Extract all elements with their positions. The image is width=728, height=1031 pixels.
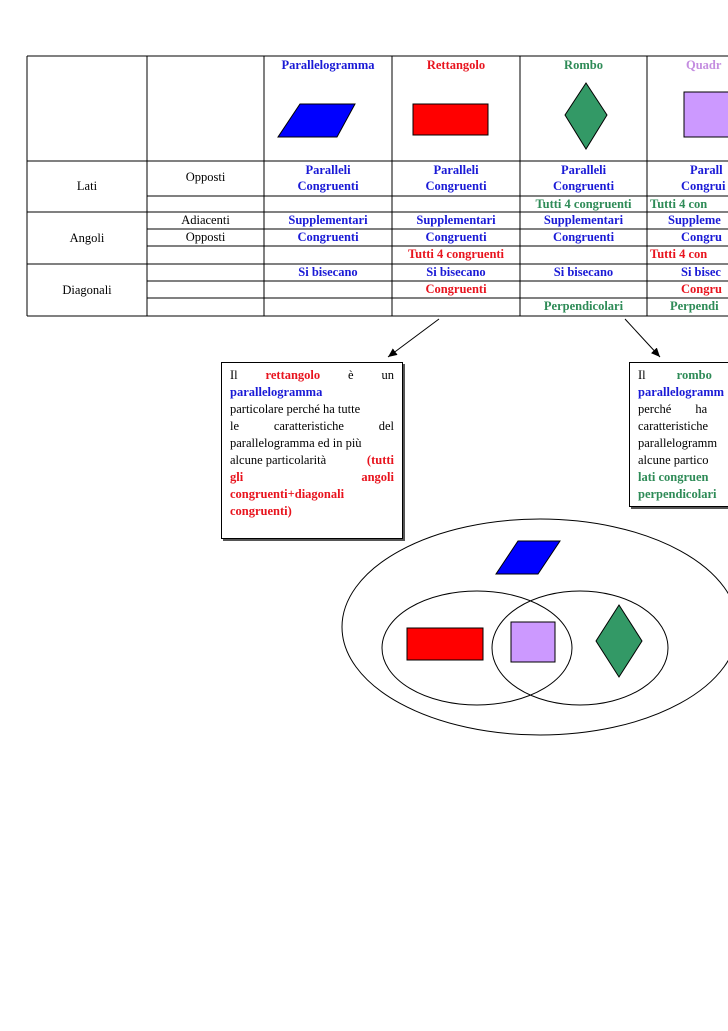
cell-tutti-angoli-quad: Tutti 4 con	[650, 247, 708, 261]
box-right-line-2: parallelogramm	[638, 385, 725, 399]
cell-lati-quad-3: Tutti 4 con	[650, 197, 708, 211]
cell-lati-rett-1: Paralleli	[433, 163, 479, 177]
box-left-line-8: congruenti+diagonali	[230, 487, 345, 501]
box-right-line-1: Il rombo	[638, 368, 712, 382]
box-right-line-4: caratteristiche	[638, 419, 709, 433]
cell-perpendicolari-quad: Perpendi	[670, 299, 719, 313]
rectangle-explanation-box	[221, 362, 403, 539]
sub-label-adiacenti: Adiacenti	[181, 213, 230, 227]
box-right-line-7: lati congruen	[638, 470, 709, 484]
box-right-line-8: perpendicolari	[638, 487, 717, 501]
cell-bisecano-rombo: Si bisecano	[553, 265, 614, 279]
cell-lati-rombo-1: Paralleli	[560, 163, 607, 177]
row-label-angoli: Angoli	[69, 231, 105, 245]
row-label-lati: Lati	[76, 179, 98, 193]
cell-lati-para-2: Congruenti	[297, 179, 359, 193]
box-left-line-9: congruenti)	[230, 504, 292, 518]
venn-square-shape	[511, 622, 555, 662]
cell-lati-rombo-3: Tutti 4 congruenti	[535, 197, 632, 211]
box-left-line-2: parallelogramma	[230, 385, 323, 399]
venn-parallelogram-shape	[496, 541, 560, 574]
cell-bisecano-quad: Si bisec	[681, 265, 721, 279]
cell-adiacenti-rombo: Supplementari	[543, 213, 624, 227]
cell-opposti-para: Congruenti	[297, 230, 359, 244]
header-rhombus: Rombo	[564, 58, 603, 72]
sub-label-opposti-lati: Opposti	[185, 170, 226, 184]
header-square: Quadr	[686, 58, 722, 72]
box-left-line-5: parallelogramma ed in più	[230, 436, 362, 450]
venn-rhombus-shape	[596, 605, 642, 677]
cell-opposti-quad: Congru	[681, 230, 722, 244]
box-right-line-3: perché ha	[638, 402, 708, 416]
sub-label-opposti-angoli: Opposti	[185, 230, 226, 244]
box-right-line-5: parallelogramm	[638, 436, 718, 450]
cell-lati-quad-2: Congrui	[681, 179, 726, 193]
box-right-line-6: alcune partico	[638, 453, 709, 467]
box-left-line-3: particolare perché ha tutte	[230, 402, 361, 416]
box-left-line-4: le caratteristiche del	[230, 419, 394, 433]
cell-tutti-angoli-rett: Tutti 4 congruenti	[407, 247, 505, 261]
row-label-diagonali: Diagonali	[62, 283, 112, 297]
rhombus-explanation-box	[629, 362, 728, 507]
header-parallelogram: Parallelogramma	[281, 58, 375, 72]
cell-opposti-rombo: Congruenti	[552, 230, 615, 244]
arrow-to-rectangle-box	[388, 319, 439, 357]
cell-bisecano-rett: Si bisecano	[426, 265, 486, 279]
cell-bisecano-para: Si bisecano	[298, 265, 358, 279]
cell-perpendicolari-rombo: Perpendicolari	[543, 299, 624, 313]
cell-lati-quad-1: Parall	[690, 163, 723, 177]
cell-adiacenti-quad: Suppleme	[668, 213, 721, 227]
box-left-line-7: gli angoli	[230, 470, 394, 484]
cell-opposti-rett: Congruenti	[425, 230, 487, 244]
box-left-line-1: Il rettangolo è un	[230, 368, 394, 382]
box-left-line-6: alcune particolarità (tutti	[230, 453, 394, 467]
cell-adiacenti-para: Supplementari	[288, 213, 368, 227]
cell-lati-rett-2: Congruenti	[425, 179, 487, 193]
header-rectangle: Rettangolo	[426, 58, 486, 72]
cell-diag-congr-rett: Congruenti	[425, 282, 487, 296]
venn-rectangle-shape	[407, 628, 483, 660]
cell-adiacenti-rett: Supplementari	[416, 213, 496, 227]
cell-lati-para-1: Paralleli	[305, 163, 351, 177]
arrow-to-rhombus-box	[625, 319, 660, 357]
cell-lati-rombo-2: Congruenti	[552, 179, 615, 193]
cell-diag-congr-quad: Congru	[681, 282, 722, 296]
